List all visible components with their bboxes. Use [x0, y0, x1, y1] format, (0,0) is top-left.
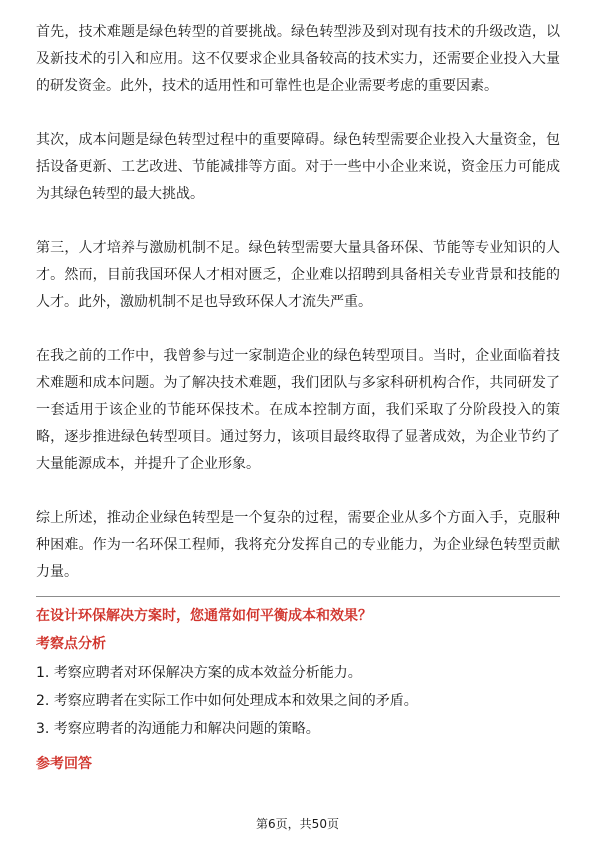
paragraph-conclusion: 综上所述，推动企业绿色转型是一个复杂的过程，需要企业从多个方面入手，克服种种困难。作为一名环保工程师，我将充分发挥自己的专业能力，为企业绿色转型贡献力量。 — [36, 510, 560, 580]
page-content — [36, 19, 560, 779]
section-divider — [36, 596, 560, 597]
paragraph-cost-issues: 其次，成本问题是绿色转型过程中的重要障碍。绿色转型需要企业投入大量资金，包括设备更新、工艺改进、节能减排等方面。对于一些中小企业来说，资金压力可能成为其绿色转型的最大挑战。 — [36, 132, 560, 202]
paragraph-technical-challenges: 首先，技术难题是绿色转型的首要挑战。绿色转型涉及到对现有技术的升级改造，以及新技术的引入和应用。这不仅要求企业具备较高的技术实力，还需要企业投入大量的研发资金。此外，技术的适用性和可靠性也是企业需要考虑的重要因素。 — [36, 24, 560, 94]
analysis-item: 2. 考察应聘者在实际工作中如何处理成本和效果之间的矛盾。 — [36, 693, 418, 709]
paragraph-work-experience: 在我之前的工作中，我曾参与过一家制造企业的绿色转型项目。当时，企业面临着技术难题和成本问题。为了解决技术难题，我们团队与多家科研机构合作，共同研发了一套适用于该企业的节能环保技术。在成本控制方面，我们采取了分阶段投入的策略，逐步推进绿色转型项目。通过努力，该项目最终取得了显著成效，为企业节约了大量能源成本，并提升了企业形象。 — [36, 348, 560, 472]
answer-heading: 参考回答 — [36, 756, 92, 772]
question-title: 在设计环保解决方案时，您通常如何平衡成本和效果？ — [36, 608, 372, 624]
analysis-heading: 考察点分析 — [36, 636, 106, 652]
analysis-item: 3. 考察应聘者的沟通能力和解决问题的策略。 — [36, 721, 320, 737]
paragraph-talent-shortage: 第三，人才培养与激励机制不足。绿色转型需要大量具备环保、节能等专业知识的人才。然而，目前我国环保人才相对匮乏，企业难以招聘到具备相关专业背景和技能的人才。此外，激励机制不足也导致环保人才流失严重。 — [36, 240, 560, 310]
page-number-footer: 第6页，共50页 — [256, 817, 339, 831]
analysis-item: 1. 考察应聘者对环保解决方案的成本效益分析能力。 — [36, 665, 362, 681]
analysis-list — [36, 659, 560, 743]
